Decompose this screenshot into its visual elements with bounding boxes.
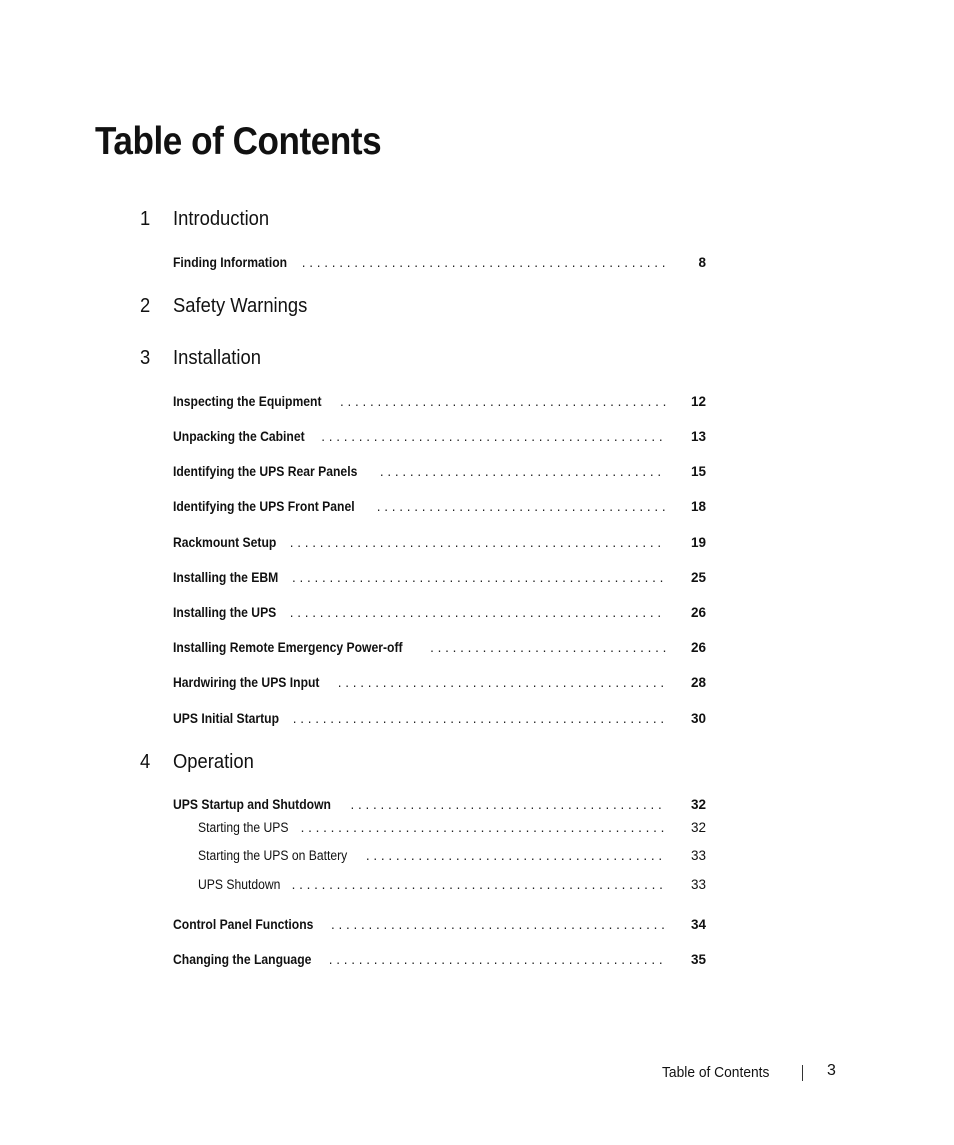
toc-entry-page: 26 — [690, 605, 706, 620]
toc-entry-label: Changing the Language — [173, 952, 312, 967]
leader-dots — [290, 535, 666, 550]
leader-dots — [329, 952, 666, 967]
toc-entry-label: Installing Remote Emergency Power-off — [173, 640, 403, 655]
toc-entry[interactable] — [173, 255, 706, 273]
toc-entry[interactable] — [173, 640, 706, 658]
toc-entry-page: 13 — [690, 429, 706, 444]
toc-subentry[interactable] — [198, 848, 706, 866]
toc-entry[interactable] — [173, 605, 706, 623]
leader-dots — [331, 917, 666, 932]
toc-subentry[interactable] — [198, 820, 706, 838]
leader-dots — [292, 570, 666, 585]
toc-entry-label: Starting the UPS on Battery — [198, 848, 348, 863]
toc-entry-label: Identifying the UPS Rear Panels — [173, 464, 358, 479]
toc-entry-label: UPS Initial Startup — [173, 711, 279, 726]
chapter-number: 1 — [140, 208, 151, 230]
toc-entry-page: 33 — [690, 877, 706, 892]
toc-entry-label: UPS Shutdown — [198, 877, 281, 892]
leader-dots — [290, 605, 666, 620]
toc-entry-page: 28 — [690, 675, 706, 690]
chapter-number: 4 — [140, 751, 151, 773]
leader-dots — [301, 820, 666, 835]
leader-dots — [340, 394, 666, 409]
chapter-title[interactable]: Safety Warnings — [173, 295, 308, 317]
leader-dots — [293, 711, 666, 726]
toc-entry-page: 26 — [690, 640, 706, 655]
chapter-title[interactable]: Introduction — [173, 208, 270, 230]
toc-entry[interactable] — [173, 394, 706, 412]
toc-entry[interactable] — [173, 464, 706, 482]
chapter-title[interactable]: Operation — [173, 751, 254, 773]
toc-entry-label: Inspecting the Equipment — [173, 394, 322, 409]
toc-entry[interactable] — [173, 535, 706, 553]
leader-dots — [430, 640, 666, 655]
toc-entry-page: 32 — [690, 797, 706, 812]
toc-entry-label: Starting the UPS — [198, 820, 289, 835]
toc-entry[interactable] — [173, 429, 706, 447]
toc-entry-page: 15 — [690, 464, 706, 479]
toc-entry-page: 18 — [690, 499, 706, 514]
toc-entry-page: 19 — [690, 535, 706, 550]
toc-entry[interactable] — [173, 797, 706, 815]
toc-entry-page: 32 — [690, 820, 706, 835]
toc-entry-label: UPS Startup and Shutdown — [173, 797, 331, 812]
toc-entry[interactable] — [173, 711, 706, 729]
toc-entry-label: Identifying the UPS Front Panel — [173, 499, 355, 514]
leader-dots — [351, 797, 667, 812]
toc-entry-label: Rackmount Setup — [173, 535, 277, 550]
leader-dots — [302, 255, 666, 270]
chapter-number: 2 — [140, 295, 151, 317]
chapter-title[interactable]: Installation — [173, 347, 261, 369]
toc-entry-label: Installing the UPS — [173, 605, 277, 620]
toc-entry[interactable] — [173, 917, 706, 935]
toc-entry-page: 35 — [690, 952, 706, 967]
leader-dots — [366, 848, 666, 863]
toc-entry-page: 34 — [690, 917, 706, 932]
leader-dots — [380, 464, 666, 479]
toc-entry[interactable] — [173, 952, 706, 970]
toc-entry-page: 25 — [690, 570, 706, 585]
toc-entry-page: 8 — [698, 255, 706, 270]
leader-dots — [377, 499, 666, 514]
toc-entry-label: Control Panel Functions — [173, 917, 314, 932]
page-title: Table of Contents — [95, 120, 382, 163]
toc-entry[interactable] — [173, 499, 706, 517]
page-number: 3 — [827, 1062, 836, 1079]
leader-dots — [338, 675, 666, 690]
toc-entry-page: 30 — [690, 711, 706, 726]
toc-entry-page: 12 — [690, 394, 706, 409]
toc-entry-label: Finding Information — [173, 255, 288, 270]
footer-divider — [802, 1065, 803, 1081]
leader-dots — [321, 429, 666, 444]
toc-entry[interactable] — [173, 675, 706, 693]
toc-entry-label: Hardwiring the UPS Input — [173, 675, 320, 690]
toc-entry[interactable] — [173, 570, 706, 588]
toc-entry-label: Installing the EBM — [173, 570, 279, 585]
toc-entry-page: 33 — [690, 848, 706, 863]
toc-entry-label: Unpacking the Cabinet — [173, 429, 305, 444]
toc-subentry[interactable] — [198, 877, 706, 895]
chapter-number: 3 — [140, 347, 151, 369]
leader-dots — [292, 877, 666, 892]
footer-section-label: Table of Contents — [662, 1064, 770, 1081]
